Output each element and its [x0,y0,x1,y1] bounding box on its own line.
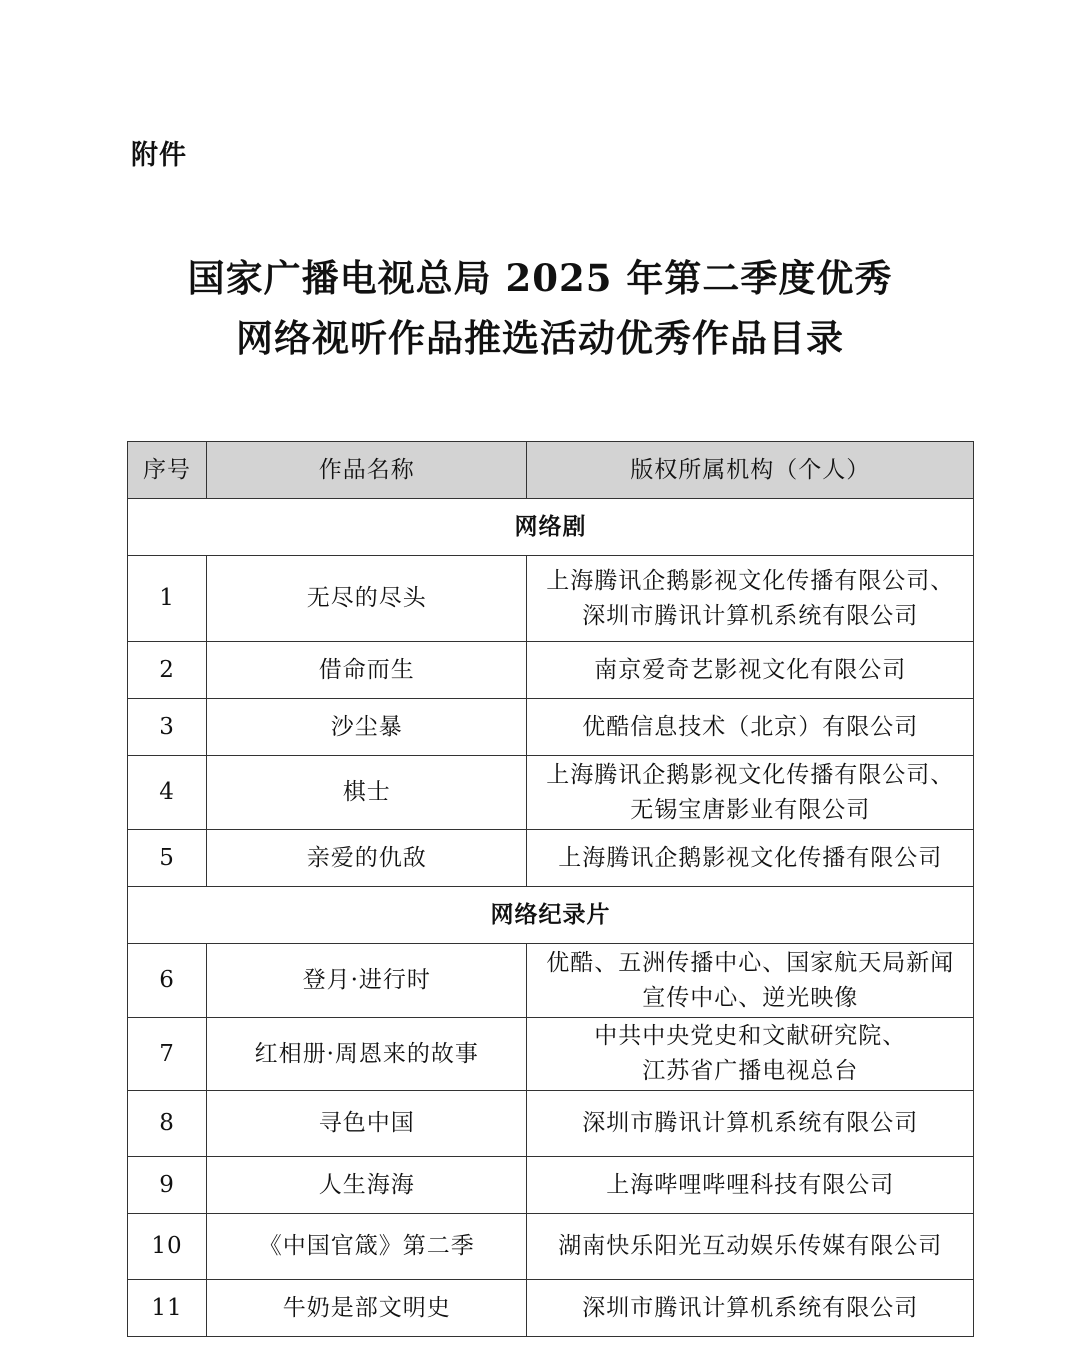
copyright-owner-line: 深圳市腾讯计算机系统有限公司 [582,1294,919,1321]
copyright-owner-line: 上海腾讯企鹅影视文化传播有限公司、 [546,761,955,788]
table-row [128,1280,974,1337]
cell-serial-number: 5 [128,830,207,887]
cell-work-name: 寻色中国 [207,1091,527,1157]
cell-copyright-owner [527,1280,974,1337]
cell-serial-number: 9 [128,1157,207,1214]
cell-copyright-owner [527,699,974,756]
table-row [128,1018,974,1091]
copyright-owner-line: 上海腾讯企鹅影视文化传播有限公司 [558,844,943,871]
cell-serial-number: 2 [128,642,207,699]
table-row [128,944,974,1018]
copyright-owner-line: 南京爱奇艺影视文化有限公司 [594,656,907,683]
cell-copyright-owner [527,1091,974,1157]
header-work-name: 作品名称 [207,442,527,499]
cell-copyright-owner [527,1157,974,1214]
copyright-owner-line: 上海哔哩哔哩科技有限公司 [606,1171,895,1198]
copyright-owner-line: 上海腾讯企鹅影视文化传播有限公司、 [546,567,955,594]
table-row [128,1157,974,1214]
table-row [128,756,974,830]
table-row [128,699,974,756]
section-title: 网络纪录片 [128,887,974,944]
section-title: 网络剧 [128,499,974,556]
table-row [128,556,974,642]
copyright-owner-line: 湖南快乐阳光互动娱乐传媒有限公司 [558,1233,943,1259]
cell-work-name: 红相册·周恩来的故事 [207,1018,527,1091]
cell-copyright-owner [527,830,974,887]
header-serial-number: 序号 [128,442,207,499]
section-header-row [128,499,974,556]
copyright-owner-line: 深圳市腾讯计算机系统有限公司 [582,1110,919,1136]
cell-serial-number: 6 [128,944,207,1018]
document-title-line-1: 国家广播电视总局 2025 年第二季度优秀 [187,256,893,300]
copyright-owner-line: 江苏省广播电视总台 [642,1058,859,1084]
cell-work-name: 《中国官箴》第二季 [207,1214,527,1280]
cell-serial-number: 8 [128,1091,207,1157]
cell-serial-number: 7 [128,1018,207,1091]
cell-work-name: 牛奶是部文明史 [207,1280,527,1337]
cell-work-name: 人生海海 [207,1157,527,1214]
cell-serial-number: 10 [128,1214,207,1280]
table-row [128,642,974,699]
cell-copyright-owner [527,944,974,1018]
document-title-line-2: 网络视听作品推选活动优秀作品目录 [236,316,844,360]
copyright-owner-line: 深圳市腾讯计算机系统有限公司 [582,602,919,629]
copyright-owner-line: 宣传中心、逆光映像 [642,984,859,1011]
cell-serial-number: 3 [128,699,207,756]
cell-work-name: 棋士 [207,756,527,830]
attachment-label: 附件 [131,140,187,171]
cell-work-name: 亲爱的仇敌 [207,830,527,887]
cell-work-name: 沙尘暴 [207,699,527,756]
table-body [128,499,974,1337]
cell-serial-number: 4 [128,756,207,830]
table-header-row [128,442,974,499]
cell-work-name: 借命而生 [207,642,527,699]
copyright-owner-line: 无锡宝唐影业有限公司 [630,796,871,823]
table-row [128,830,974,887]
copyright-owner-line: 优酷、五洲传播中心、国家航天局新闻 [546,949,955,976]
section-header-row [128,887,974,944]
document-title [0,248,1080,368]
works-catalog-table [127,441,974,1337]
cell-serial-number: 1 [128,556,207,642]
cell-work-name: 无尽的尽头 [207,556,527,642]
cell-copyright-owner [527,1018,974,1091]
copyright-owner-line: 优酷信息技术（北京）有限公司 [582,713,919,740]
cell-copyright-owner [527,756,974,830]
table-row [128,1214,974,1280]
cell-copyright-owner [527,1214,974,1280]
table-row [128,1091,974,1157]
cell-serial-number: 11 [128,1280,207,1337]
cell-copyright-owner [527,642,974,699]
cell-copyright-owner [527,556,974,642]
cell-work-name: 登月·进行时 [207,944,527,1018]
header-copyright-owner: 版权所属机构（个人） [527,442,974,499]
copyright-owner-line: 中共中央党史和文献研究院、 [594,1023,907,1049]
